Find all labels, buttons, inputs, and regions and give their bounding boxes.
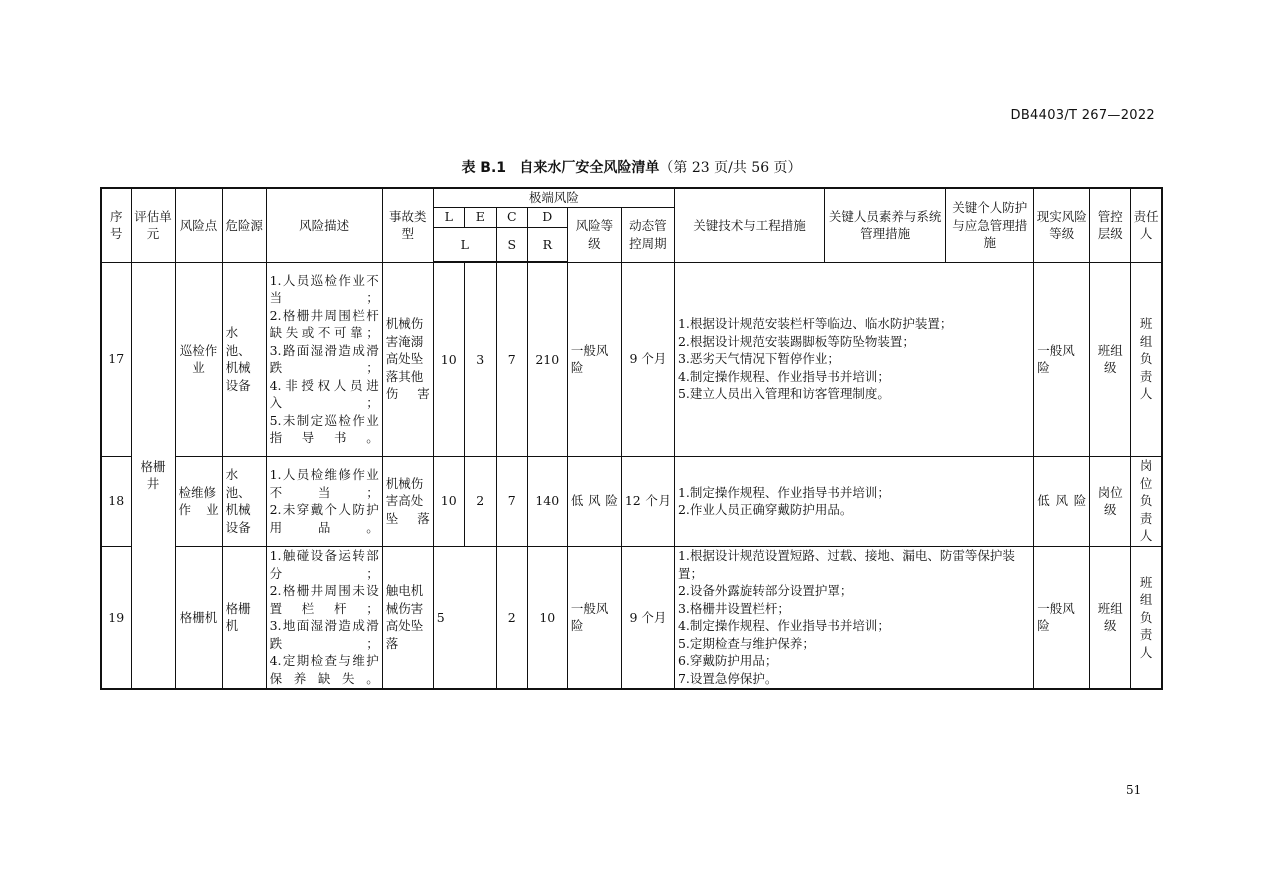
row-period: 9 个月 (621, 262, 674, 456)
row-l-value: 5 (433, 546, 496, 689)
row-accident-type: 机械伤害淹溺高处坠落其他伤害 (382, 262, 433, 456)
col-header-extreme: 极端风险 (433, 188, 674, 207)
row-l-value: 10 (433, 262, 464, 456)
col-header-l-top: L (433, 207, 464, 227)
row-ctrl-level: 班组级 (1090, 262, 1131, 456)
row-d-value: 140 (527, 456, 567, 546)
col-header-d-top: D (527, 207, 567, 227)
col-header-protection: 关键个人防护与应急管理措施 (946, 188, 1034, 262)
row-e-value: 3 (464, 262, 496, 456)
table-title (0, 157, 1263, 177)
col-header-seq: 序号 (101, 188, 131, 262)
row-measures: 1.根据设计规范安装栏杆等临边、临水防护装置； 2.根据设计规范安装踢脚板等防坠物装置； 3.恶劣天气情况下暂停作业； 4.制定操作规程、作业指导书并培训； 5.建立人员出入管理和访客管理制度。 (674, 262, 1033, 456)
col-header-l-bottom: L (433, 227, 496, 262)
table-title-label: 表 B.1 (461, 160, 507, 176)
row-s-value: 2 (496, 546, 527, 689)
row-d-value: 210 (527, 262, 567, 456)
row-risk-level: 一般风险 (567, 262, 621, 456)
col-header-period: 动态管控周期 (621, 207, 674, 262)
row-e-value: 2 (464, 456, 496, 546)
row-seq: 18 (101, 456, 131, 546)
col-header-s-bottom: S (496, 227, 527, 262)
row-measures: 1.制定操作规程、作业指导书并培训； 2.作业人员正确穿戴防护用品。 (674, 456, 1033, 546)
row-hazard: 格栅机 (222, 546, 266, 689)
col-header-owner: 责任人 (1131, 188, 1162, 262)
col-header-actual: 现实风险等级 (1034, 188, 1090, 262)
table-row (101, 456, 1162, 546)
row-owner: 岗位负责人 (1131, 456, 1162, 546)
row-desc: 1.触碰设备运转部分； 2.格栅井周围未设置栏杆； 3.地面湿滑造成滑跌； 4.定期检查与维护保养缺失。 (266, 546, 382, 689)
row-desc: 1.人员巡检作业不当； 2.格栅井周围栏杆缺失或不可靠； 3.路面湿滑造成滑跌； 4.非授权人员进入； 5.未制定巡检作业指导书。 (266, 262, 382, 456)
row-accident-type: 触电机械伤害高处坠落 (382, 546, 433, 689)
col-header-tech: 关键技术与工程措施 (674, 188, 824, 262)
row-actual-level: 一般风险 (1034, 262, 1090, 456)
row-r-value: 10 (527, 546, 567, 689)
row-measures: 1.根据设计规范设置短路、过载、接地、漏电、防雷等保护装置； 2.设备外露旋转部分设置护罩； 3.格栅井设置栏杆； 4.制定操作规程、作业指导书并培训； 5.定期检查与维护保养； 6.穿戴防护用品； 7.设置急停保护。 (674, 546, 1033, 689)
row-c-value: 7 (496, 456, 527, 546)
col-header-e-top: E (464, 207, 496, 227)
row-ctrl-level: 岗位级 (1090, 456, 1131, 546)
row-risk-level: 一般风险 (567, 546, 621, 689)
row-ctrl-level: 班组级 (1090, 546, 1131, 689)
col-header-level: 风险等级 (567, 207, 621, 262)
col-header-personnel: 关键人员素养与系统管理措施 (825, 188, 946, 262)
col-header-desc: 风险描述 (266, 188, 382, 262)
row-desc: 1.人员检维修作业不当； 2.未穿戴个人防护用品。 (266, 456, 382, 546)
row-hazard: 水池、机械设备 (222, 456, 266, 546)
row-seq: 17 (101, 262, 131, 456)
col-header-acc-type: 事故类型 (382, 188, 433, 262)
col-header-hazard: 危险源 (222, 188, 266, 262)
row-owner: 班组负责人 (1131, 262, 1162, 456)
table-title-pages: （第 23 页/共 56 页） (659, 160, 802, 176)
row-c-value: 7 (496, 262, 527, 456)
row-accident-type: 机械伤害高处坠落 (382, 456, 433, 546)
table-row (101, 546, 1162, 689)
page-number: 51 (1126, 783, 1142, 797)
col-header-r-bottom: R (527, 227, 567, 262)
risk-table (100, 187, 1163, 690)
row-seq: 19 (101, 546, 131, 689)
document-id: DB4403/T 267—2022 (1010, 108, 1155, 123)
row-l-value: 10 (433, 456, 464, 546)
row-actual-level: 低风险 (1034, 456, 1090, 546)
row-point: 巡检作业 (175, 262, 222, 456)
row-hazard: 水池、机械设备 (222, 262, 266, 456)
col-header-unit: 评估单元 (131, 188, 175, 262)
row-risk-level: 低风险 (567, 456, 621, 546)
col-header-ctrl-level: 管控层级 (1090, 188, 1131, 262)
col-header-point: 风险点 (175, 188, 222, 262)
row-owner: 班组负责人 (1131, 546, 1162, 689)
row-unit-merged: 格栅井 (131, 262, 175, 689)
row-period: 12 个月 (621, 456, 674, 546)
col-header-c-top: C (496, 207, 527, 227)
row-point: 格栅机 (175, 546, 222, 689)
row-actual-level: 一般风险 (1034, 546, 1090, 689)
table-title-main: 自来水厂安全风险清单 (519, 160, 660, 176)
row-point: 检维修作业 (175, 456, 222, 546)
table-row (101, 262, 1162, 456)
row-period: 9 个月 (621, 546, 674, 689)
